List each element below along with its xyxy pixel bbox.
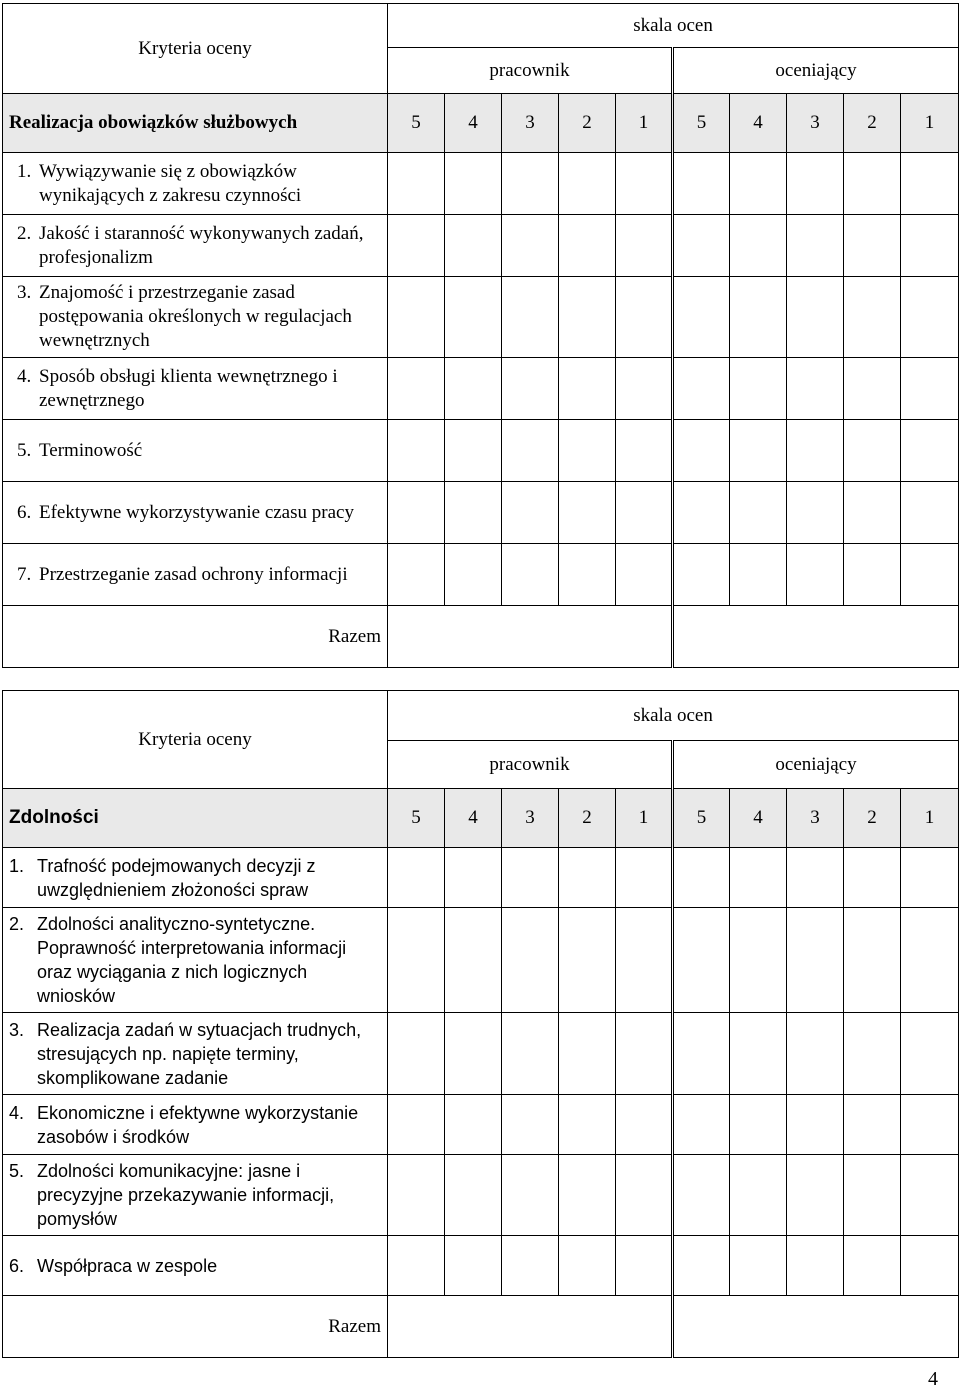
rating-cell[interactable] <box>844 358 901 420</box>
rating-cell[interactable] <box>673 1013 730 1095</box>
rating-cell[interactable] <box>730 1095 787 1155</box>
criterion-cell <box>3 544 388 606</box>
rating-cell[interactable] <box>616 277 673 358</box>
rating-cell[interactable] <box>502 1155 559 1236</box>
evaluator-header: oceniający <box>673 48 959 94</box>
rating-cell[interactable] <box>388 1013 445 1095</box>
employee-total-cell[interactable] <box>388 606 673 668</box>
rating-cell[interactable] <box>673 848 730 908</box>
rating-cell[interactable] <box>844 420 901 482</box>
rating-cell[interactable] <box>901 1155 959 1236</box>
rating-cell[interactable] <box>844 848 901 908</box>
rating-cell[interactable] <box>844 908 901 1013</box>
rating-cell[interactable] <box>730 277 787 358</box>
rating-cell[interactable] <box>787 482 844 544</box>
rating-cell[interactable] <box>673 544 730 606</box>
rating-cell[interactable] <box>901 544 959 606</box>
criterion-text: Przestrzeganie zasad ochrony informacji <box>39 563 348 585</box>
rating-cell[interactable] <box>502 153 559 215</box>
table-row <box>3 544 959 606</box>
rating-cell[interactable] <box>901 1095 959 1155</box>
rating-cell[interactable] <box>730 482 787 544</box>
rating-cell[interactable] <box>502 420 559 482</box>
page-number: 4 <box>928 1368 938 1390</box>
scale-value: 2 <box>559 94 616 153</box>
rating-cell[interactable] <box>445 908 502 1013</box>
criterion-number: 5. <box>17 439 32 461</box>
rating-cell[interactable] <box>844 153 901 215</box>
rating-cell[interactable] <box>616 1155 673 1236</box>
criterion-number: 6. <box>9 1255 25 1276</box>
rating-cell[interactable] <box>559 358 616 420</box>
scale-value: 5 <box>388 94 445 153</box>
scale-value: 2 <box>844 789 901 848</box>
rating-cell[interactable] <box>502 1013 559 1095</box>
rating-cell[interactable] <box>445 848 502 908</box>
section-title: Zdolności <box>3 789 388 848</box>
rating-cell[interactable] <box>445 1236 502 1296</box>
rating-cell[interactable] <box>559 482 616 544</box>
rating-cell[interactable] <box>787 358 844 420</box>
rating-cell[interactable] <box>673 482 730 544</box>
scale-header: skala ocen <box>388 691 959 741</box>
scale-value: 2 <box>559 789 616 848</box>
rating-cell[interactable] <box>901 482 959 544</box>
section-title: Realizacja obowiązków służbowych <box>3 94 388 153</box>
criterion-number: 7. <box>17 563 32 585</box>
scale-value: 1 <box>901 789 959 848</box>
rating-cell[interactable] <box>787 908 844 1013</box>
rating-cell[interactable] <box>388 277 445 358</box>
criterion-number: 2. <box>17 222 32 244</box>
rating-cell[interactable] <box>616 1095 673 1155</box>
rating-cell[interactable] <box>559 153 616 215</box>
rating-cell[interactable] <box>730 215 787 277</box>
rating-cell[interactable] <box>901 420 959 482</box>
rating-cell[interactable] <box>559 1155 616 1236</box>
criterion-number: 4. <box>17 365 32 387</box>
scale-value: 4 <box>730 94 787 153</box>
scale-value: 1 <box>616 94 673 153</box>
rating-cell[interactable] <box>559 277 616 358</box>
rating-cell[interactable] <box>730 1236 787 1296</box>
criterion-number: 6. <box>17 501 32 523</box>
criterion-number: 1. <box>17 160 32 182</box>
table-row <box>3 1095 959 1155</box>
rating-cell[interactable] <box>673 358 730 420</box>
criterion-text: Znajomość i przestrzeganie zasad postępowania określonych w regulacjach wewnętrznych <box>39 282 352 351</box>
rating-cell[interactable] <box>730 544 787 606</box>
table-row <box>3 420 959 482</box>
rating-cell[interactable] <box>388 848 445 908</box>
criterion-text: Trafność podejmowanych decyzji z uwzględnieniem złożoności spraw <box>37 855 316 900</box>
rating-cell[interactable] <box>787 1155 844 1236</box>
rating-cell[interactable] <box>502 1095 559 1155</box>
rating-cell[interactable] <box>502 848 559 908</box>
criterion-text: Terminowość <box>39 439 143 461</box>
rating-cell[interactable] <box>616 153 673 215</box>
rating-cell[interactable] <box>388 153 445 215</box>
rating-cell[interactable] <box>730 1155 787 1236</box>
rating-cell[interactable] <box>445 153 502 215</box>
table-row <box>3 153 959 215</box>
rating-cell[interactable] <box>844 544 901 606</box>
scale-value: 2 <box>844 94 901 153</box>
scale-value: 4 <box>730 789 787 848</box>
rating-cell[interactable] <box>844 215 901 277</box>
employee-total-cell[interactable] <box>388 1296 673 1358</box>
rating-cell[interactable] <box>787 1013 844 1095</box>
evaluator-header: oceniający <box>673 741 959 789</box>
rating-cell[interactable] <box>673 215 730 277</box>
rating-cell[interactable] <box>559 1095 616 1155</box>
rating-cell[interactable] <box>730 1013 787 1095</box>
evaluator-total-cell[interactable] <box>673 1296 959 1358</box>
rating-cell[interactable] <box>388 544 445 606</box>
rating-cell[interactable] <box>616 482 673 544</box>
rating-cell[interactable] <box>616 1236 673 1296</box>
table-row <box>3 848 959 908</box>
table-row <box>3 482 959 544</box>
rating-cell[interactable] <box>673 1155 730 1236</box>
criterion-number: 4. <box>9 1102 25 1123</box>
table-row <box>3 1236 959 1296</box>
criterion-cell <box>3 420 388 482</box>
rating-cell[interactable] <box>445 544 502 606</box>
scale-value: 4 <box>445 789 502 848</box>
rating-cell[interactable] <box>388 1236 445 1296</box>
rating-cell[interactable] <box>673 1095 730 1155</box>
rating-cell[interactable] <box>901 1236 959 1296</box>
rating-cell[interactable] <box>559 908 616 1013</box>
rating-cell[interactable] <box>445 420 502 482</box>
rating-cell[interactable] <box>388 420 445 482</box>
rating-cell[interactable] <box>616 420 673 482</box>
rating-cell[interactable] <box>502 215 559 277</box>
rating-cell[interactable] <box>673 153 730 215</box>
rating-cell[interactable] <box>616 848 673 908</box>
rating-cell[interactable] <box>730 420 787 482</box>
evaluation-table-skills <box>2 690 959 1358</box>
rating-cell[interactable] <box>502 482 559 544</box>
scale-value: 1 <box>901 94 959 153</box>
criterion-text: Jakość i staranność wykonywanych zadań, profesjonalizm <box>39 222 364 268</box>
table-row <box>3 1013 959 1095</box>
rating-cell[interactable] <box>844 1236 901 1296</box>
rating-cell[interactable] <box>445 1155 502 1236</box>
rating-cell[interactable] <box>901 908 959 1013</box>
criterion-cell <box>3 848 388 908</box>
table-row <box>3 277 959 358</box>
scale-header: skala ocen <box>388 4 959 48</box>
rating-cell[interactable] <box>502 1236 559 1296</box>
rating-cell[interactable] <box>787 420 844 482</box>
criterion-number: 3. <box>9 1019 25 1040</box>
rating-cell[interactable] <box>445 482 502 544</box>
criterion-text: Zdolności komunikacyjne: jasne i precyzyjne przekazywanie informacji, pomysłów <box>37 1161 335 1229</box>
criterion-cell <box>3 1236 388 1296</box>
rating-cell[interactable] <box>730 848 787 908</box>
criterion-number: 2. <box>9 914 25 934</box>
scale-value: 3 <box>787 789 844 848</box>
rating-cell[interactable] <box>559 848 616 908</box>
rating-cell[interactable] <box>730 358 787 420</box>
rating-cell[interactable] <box>844 1013 901 1095</box>
rating-cell[interactable] <box>445 1013 502 1095</box>
scale-value: 3 <box>787 94 844 153</box>
rating-cell[interactable] <box>502 908 559 1013</box>
criterion-number: 5. <box>9 1161 25 1181</box>
criterion-number: 1. <box>9 855 25 876</box>
rating-cell[interactable] <box>901 848 959 908</box>
criterion-text: Wywiązywanie się z obowiązków wynikających z zakresu czynności <box>39 160 302 206</box>
rating-cell[interactable] <box>901 153 959 215</box>
rating-cell[interactable] <box>502 544 559 606</box>
rating-cell[interactable] <box>502 277 559 358</box>
scale-value: 5 <box>388 789 445 848</box>
table-row <box>3 1155 959 1236</box>
rating-cell[interactable] <box>673 1236 730 1296</box>
rating-cell[interactable] <box>844 1155 901 1236</box>
criterion-text: Zdolności analityczno-syntetyczne. Poprawność interpretowania informacji oraz wyciągania z nich logicznych wniosków <box>37 914 347 1006</box>
criterion-cell <box>3 358 388 420</box>
table-row <box>3 215 959 277</box>
criteria-header: Kryteria oceny <box>3 691 388 789</box>
evaluator-total-cell[interactable] <box>673 606 959 668</box>
rating-cell[interactable] <box>901 1013 959 1095</box>
criterion-cell <box>3 908 388 1013</box>
criterion-text: Sposób obsługi klienta wewnętrznego i zewnętrznego <box>39 365 338 411</box>
rating-cell[interactable] <box>445 215 502 277</box>
rating-cell[interactable] <box>844 277 901 358</box>
rating-cell[interactable] <box>559 1013 616 1095</box>
rating-cell[interactable] <box>787 277 844 358</box>
employee-header: pracownik <box>388 48 673 94</box>
criterion-cell <box>3 215 388 277</box>
scale-value: 1 <box>616 789 673 848</box>
rating-cell[interactable] <box>445 1095 502 1155</box>
scale-value: 3 <box>502 789 559 848</box>
rating-cell[interactable] <box>787 848 844 908</box>
criterion-cell <box>3 1013 388 1095</box>
rating-cell[interactable] <box>388 1095 445 1155</box>
rating-cell[interactable] <box>844 482 901 544</box>
rating-cell[interactable] <box>673 277 730 358</box>
rating-cell[interactable] <box>559 544 616 606</box>
rating-cell[interactable] <box>616 544 673 606</box>
criterion-text: Realizacja zadań w sytuacjach trudnych, stresujących np. napięte terminy, skomplikowane zadanie <box>37 1019 362 1088</box>
rating-cell[interactable] <box>388 908 445 1013</box>
criterion-text: Efektywne wykorzystywanie czasu pracy <box>39 501 354 523</box>
criterion-cell <box>3 1095 388 1155</box>
rating-cell[interactable] <box>559 420 616 482</box>
rating-cell[interactable] <box>673 420 730 482</box>
rating-cell[interactable] <box>388 482 445 544</box>
total-label: Razem <box>3 606 388 668</box>
rating-cell[interactable] <box>730 153 787 215</box>
total-row <box>3 1296 959 1358</box>
criterion-cell <box>3 482 388 544</box>
rating-cell[interactable] <box>388 215 445 277</box>
criterion-cell <box>3 277 388 358</box>
rating-cell[interactable] <box>616 215 673 277</box>
criterion-cell <box>3 1155 388 1236</box>
rating-cell[interactable] <box>787 215 844 277</box>
total-row <box>3 606 959 668</box>
table-row <box>3 908 959 1013</box>
evaluation-table-duties <box>2 3 959 668</box>
rating-cell[interactable] <box>616 908 673 1013</box>
rating-cell[interactable] <box>901 215 959 277</box>
rating-cell[interactable] <box>502 358 559 420</box>
rating-cell[interactable] <box>445 277 502 358</box>
scale-value: 5 <box>673 94 730 153</box>
criterion-text: Ekonomiczne i efektywne wykorzystanie zasobów i środków <box>37 1102 359 1147</box>
rating-cell[interactable] <box>616 1013 673 1095</box>
rating-cell[interactable] <box>844 1095 901 1155</box>
rating-cell[interactable] <box>787 1095 844 1155</box>
rating-cell[interactable] <box>730 908 787 1013</box>
rating-cell[interactable] <box>388 358 445 420</box>
criterion-text: Współpraca w zespole <box>37 1255 218 1276</box>
rating-cell[interactable] <box>559 1236 616 1296</box>
rating-cell[interactable] <box>787 153 844 215</box>
rating-cell[interactable] <box>445 358 502 420</box>
rating-cell[interactable] <box>616 358 673 420</box>
rating-cell[interactable] <box>901 277 959 358</box>
scale-value: 4 <box>445 94 502 153</box>
rating-cell[interactable] <box>559 215 616 277</box>
rating-cell[interactable] <box>901 358 959 420</box>
criteria-header: Kryteria oceny <box>3 4 388 94</box>
criterion-number: 3. <box>17 282 32 303</box>
rating-cell[interactable] <box>388 1155 445 1236</box>
total-label: Razem <box>3 1296 388 1358</box>
scale-value: 5 <box>673 789 730 848</box>
scale-value: 3 <box>502 94 559 153</box>
employee-header: pracownik <box>388 741 673 789</box>
rating-cell[interactable] <box>787 1236 844 1296</box>
rating-cell[interactable] <box>673 908 730 1013</box>
table-row <box>3 358 959 420</box>
rating-cell[interactable] <box>787 544 844 606</box>
criterion-cell <box>3 153 388 215</box>
